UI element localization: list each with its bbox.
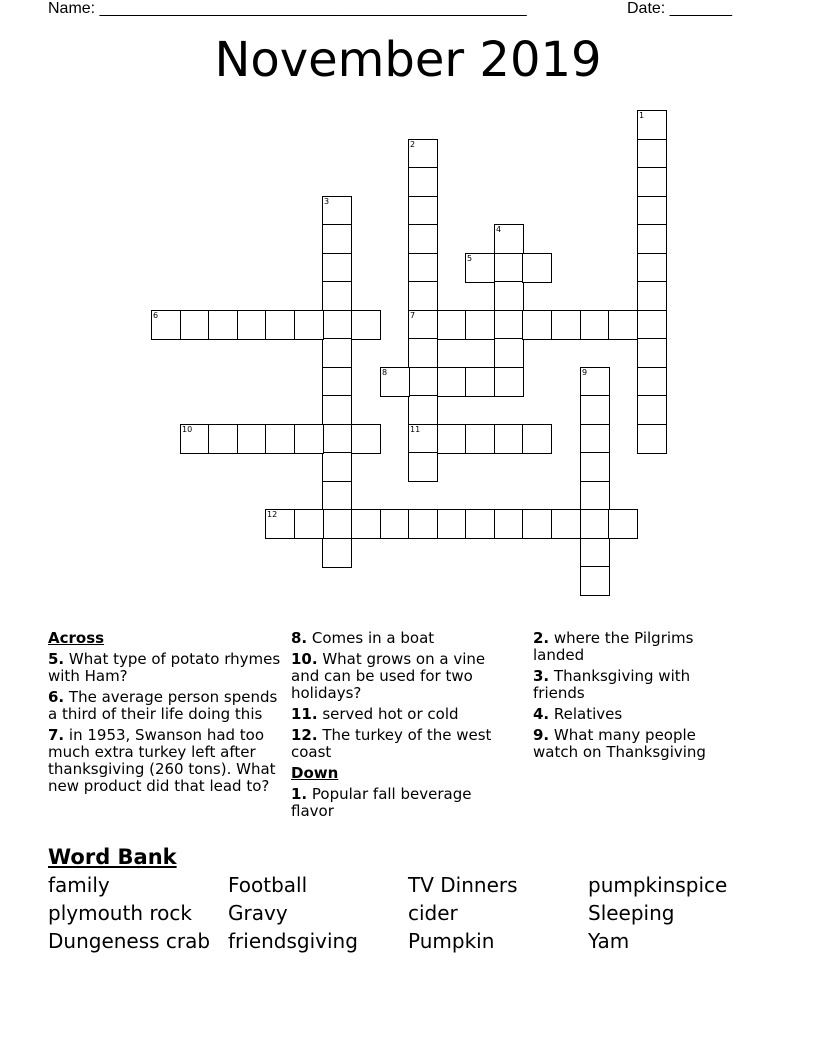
crossword-cell[interactable] [322,338,352,368]
crossword-cell[interactable] [608,310,638,340]
clue-number-label: 6 [153,311,159,320]
crossword-cell[interactable] [580,538,610,568]
clue-number: 9. [533,726,550,744]
crossword-cell[interactable] [437,424,467,454]
clue-text: Comes in a boat [307,629,435,647]
crossword-cell[interactable] [637,367,667,397]
clues-column-1 [48,630,284,799]
crossword-cell[interactable] [322,395,352,425]
crossword-cell[interactable] [465,509,495,539]
clue-number-label: 12 [267,510,278,519]
crossword-cell[interactable] [494,310,524,340]
clue-number-label: 10 [182,425,193,434]
clue-number: 2. [533,629,550,647]
word-bank [48,873,768,953]
crossword-cell[interactable] [580,395,610,425]
clue-text: in 1953, Swanson had too much extra turkey left after thanksgiving (260 tons). What new product did that lead to? [48,726,276,795]
crossword-cell[interactable] [322,509,352,539]
crossword-cell[interactable] [580,566,610,596]
clue-item [533,630,733,664]
crossword-cell[interactable] [265,310,295,340]
word-bank-item: cider [408,901,458,925]
crossword-cell[interactable] [522,424,552,454]
clue-number: 12. [291,726,318,744]
clue-number: 3. [533,667,550,685]
clue-text: What grows on a vine and can be used for two holidays? [291,650,486,702]
clue-text: Popular fall beverage flavor [291,785,472,820]
clue-item [291,630,513,647]
clue-number: 1. [291,785,308,803]
crossword-cell[interactable] [580,509,610,539]
crossword-cell[interactable] [494,253,524,283]
clue-number-label: 8 [382,368,388,377]
clue-number: 6. [48,688,65,706]
crossword-cell[interactable] [322,538,352,568]
word-bank-title: Word Bank [48,845,177,869]
crossword-cell[interactable] [208,310,238,340]
clue-item [533,668,733,702]
word-bank-item: TV Dinners [408,873,518,897]
crossword-cell[interactable] [551,509,581,539]
crossword-cell[interactable] [408,253,438,283]
crossword-cell[interactable] [637,196,667,226]
crossword-cell[interactable] [494,281,524,311]
crossword-cell[interactable] [580,424,610,454]
clue-text: The average person spends a third of their life doing this [48,688,278,723]
crossword-cell[interactable] [322,281,352,311]
name-field-label: Name: ________________________________________________ [48,0,527,17]
crossword-cell[interactable] [637,281,667,311]
crossword-cell[interactable] [408,338,438,368]
crossword-cell[interactable] [237,424,267,454]
page-title: November 2019 [214,32,602,88]
clues-column-3 [533,630,733,765]
crossword-cell[interactable] [322,310,352,340]
crossword-cell[interactable] [408,167,438,197]
crossword-cell[interactable] [322,224,352,254]
crossword-cell[interactable] [637,253,667,283]
word-bank-item: family [48,873,110,897]
clue-number-label: 1 [639,111,645,120]
crossword-cell[interactable] [637,224,667,254]
date-field-label: Date: _______ [627,0,732,17]
word-bank-item: Pumpkin [408,929,495,953]
clue-number-label: 3 [324,197,330,206]
crossword-cell[interactable] [380,509,410,539]
clue-section-heading: Down [291,764,339,782]
crossword-cell[interactable] [494,338,524,368]
clue-text: Thanksgiving with friends [533,667,691,702]
clue-number-label: 7 [410,311,416,320]
clue-item [291,786,513,820]
clue-text: What many people watch on Thanksgiving [533,726,706,761]
clue-text: The turkey of the west coast [291,726,492,761]
crossword-cell[interactable] [294,509,324,539]
clue-item [533,727,733,761]
crossword-cell[interactable] [437,367,467,397]
clue-text: where the Pilgrims landed [533,629,694,664]
clue-number-label: 5 [467,254,473,263]
word-bank-item: Sleeping [588,901,675,925]
clue-number-label: 9 [582,368,588,377]
crossword-cell[interactable] [294,310,324,340]
crossword-cell[interactable] [465,310,495,340]
crossword-cell[interactable] [408,367,438,397]
clue-number-label: 4 [496,225,502,234]
crossword-cell[interactable] [551,310,581,340]
clue-number-label: 11 [410,425,421,434]
crossword-cell[interactable] [522,253,552,283]
crossword-cell[interactable] [580,452,610,482]
crossword-cell[interactable] [408,509,438,539]
crossword-cell[interactable] [637,395,667,425]
crossword-cell[interactable] [608,509,638,539]
clue-number: 8. [291,629,308,647]
crossword-cell[interactable] [637,338,667,368]
clue-text: What type of potato rhymes with Ham? [48,650,281,685]
crossword-cell[interactable] [208,424,238,454]
crossword-cell[interactable] [351,509,381,539]
crossword-cell[interactable] [637,167,667,197]
clue-section-heading: Across [48,629,105,647]
clue-item [533,706,733,723]
crossword-cell[interactable] [637,139,667,169]
clue-number: 7. [48,726,65,744]
crossword-cell[interactable] [580,310,610,340]
crossword-cell[interactable] [180,310,210,340]
crossword-cell[interactable] [322,481,352,511]
clue-text: served hot or cold [317,705,459,723]
crossword-cell[interactable] [637,310,667,340]
clue-number: 10. [291,650,318,668]
word-bank-item: Dungeness crab [48,929,211,953]
crossword-cell[interactable] [494,509,524,539]
crossword-cell[interactable] [322,367,352,397]
clue-item [291,651,513,702]
crossword-cell[interactable] [437,310,467,340]
clue-number: 5. [48,650,65,668]
crossword-cell[interactable] [494,424,524,454]
crossword-cell[interactable] [408,224,438,254]
crossword-cell[interactable] [351,424,381,454]
crossword-cell[interactable] [322,424,352,454]
clue-text: Relatives [549,705,623,723]
word-bank-item: Yam [588,929,630,953]
clue-item [48,689,284,723]
clue-item [291,727,513,761]
clue-number-label: 2 [410,140,416,149]
crossword-cell[interactable] [294,424,324,454]
crossword-cell[interactable] [637,424,667,454]
crossword-cell[interactable] [408,196,438,226]
word-bank-item: pumpkinspice [588,873,728,897]
crossword-cell[interactable] [465,367,495,397]
word-bank-item: plymouth rock [48,901,192,925]
word-bank-item: Gravy [228,901,288,925]
word-bank-item: friendsgiving [228,929,358,953]
crossword-cell[interactable] [351,310,381,340]
crossword-cell[interactable] [265,424,295,454]
crossword-cell[interactable] [580,481,610,511]
clue-number: 4. [533,705,550,723]
clue-number: 11. [291,705,318,723]
crossword-cell[interactable] [408,281,438,311]
clue-item [291,706,513,723]
word-bank-item: Football [228,873,308,897]
crossword-cell[interactable] [465,424,495,454]
crossword-cell[interactable] [408,395,438,425]
crossword-cell[interactable] [322,253,352,283]
crossword-cell[interactable] [408,452,438,482]
crossword-cell[interactable] [494,367,524,397]
clue-item [48,651,284,685]
crossword-cell[interactable] [522,310,552,340]
clues-column-2 [291,630,513,824]
crossword-cell[interactable] [237,310,267,340]
clue-item [48,727,284,795]
crossword-cell[interactable] [522,509,552,539]
crossword-cell[interactable] [322,452,352,482]
crossword-cell[interactable] [437,509,467,539]
